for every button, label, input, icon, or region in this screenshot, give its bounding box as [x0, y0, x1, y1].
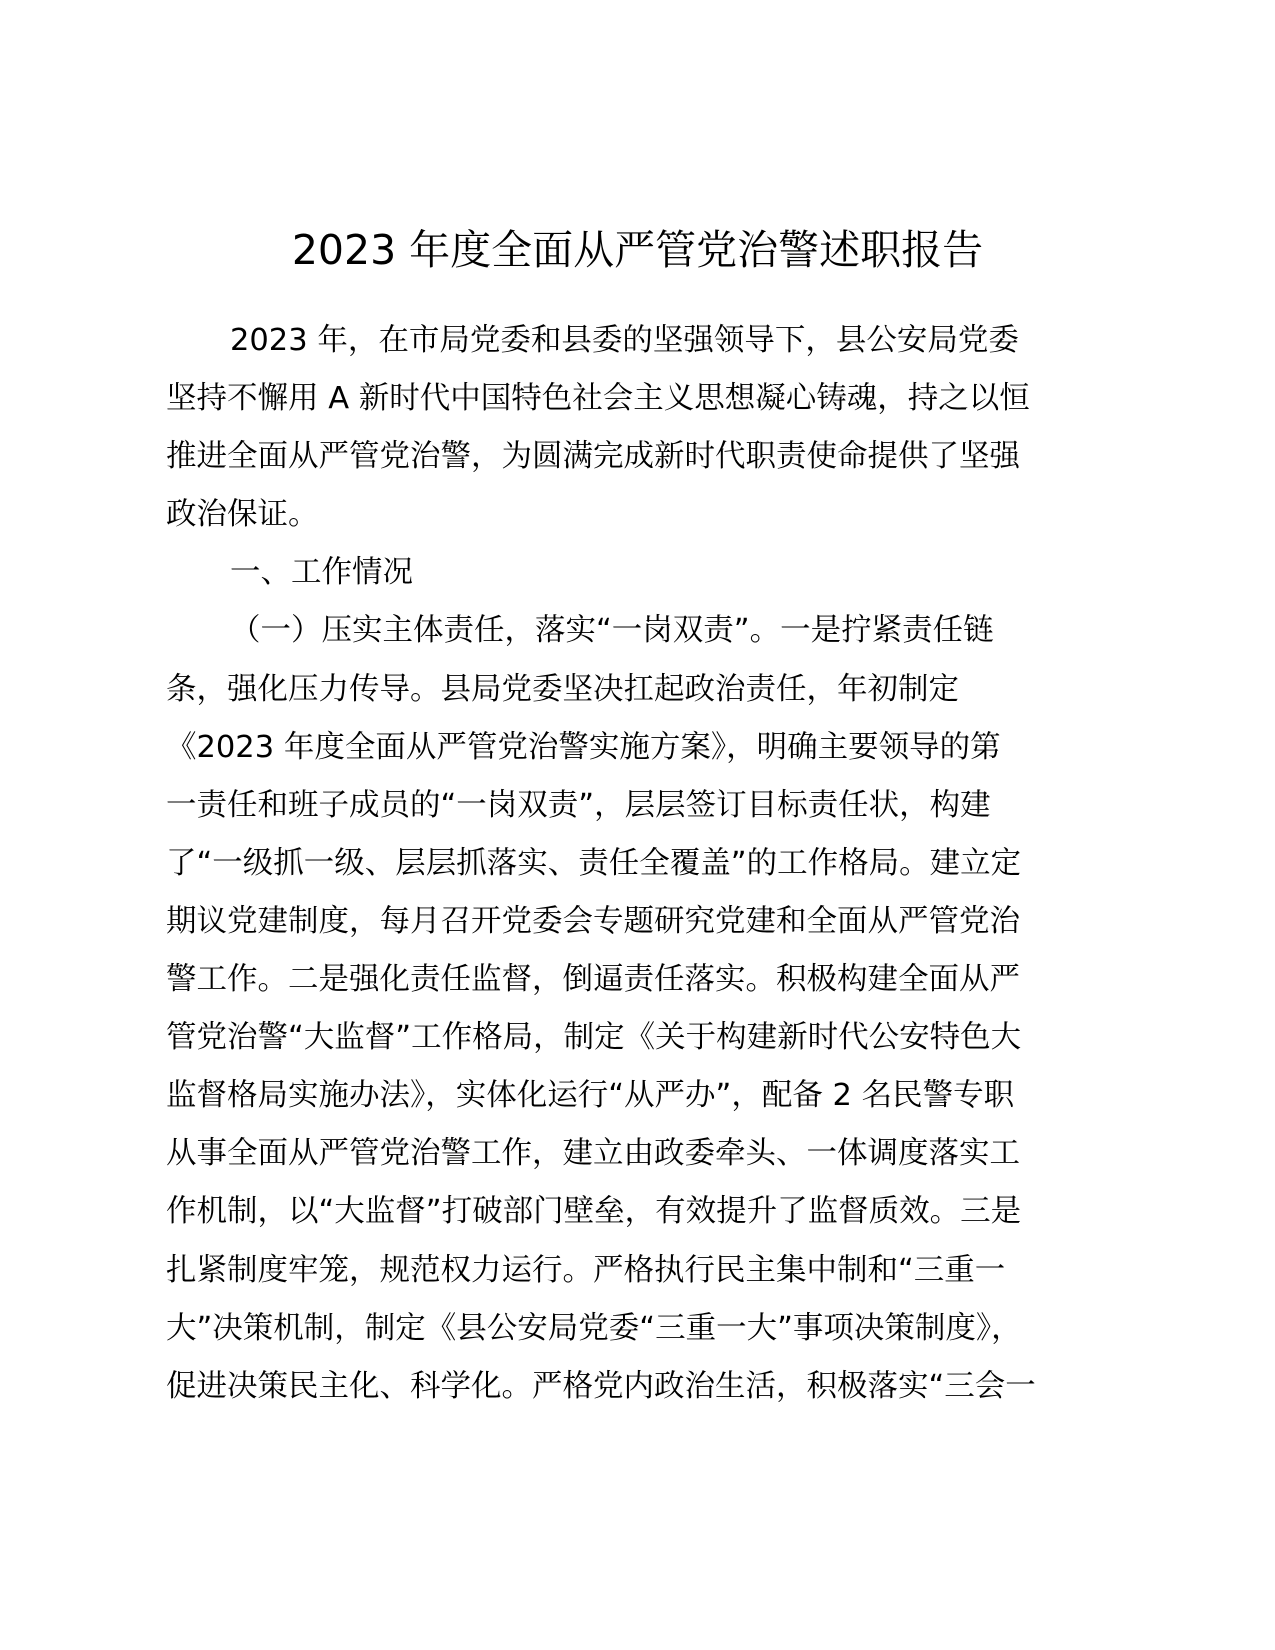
document-title: 2023 年度全面从严管党治警述职报告 — [291, 226, 984, 274]
body-line-16: 作机制，以“大监督”打破部门壁垒，有效提升了监督质效。三是 — [166, 1194, 1022, 1230]
body-line-9: 一责任和班子成员的“一岗双责”，层层签订目标责任状，构建 — [166, 787, 991, 823]
body-line-1: 2023 年，在市局党委和县委的坚强领导下，县公安局党委 — [230, 323, 1019, 358]
body-line-18: 大”决策机制，制定《县公安局党委“三重一大”事项决策制度》， — [166, 1310, 1022, 1346]
body-line-15: 从事全面从严管党治警工作，建立由政委牵头、一体调度落实工 — [166, 1136, 1020, 1172]
body-line-13: 管党治警“大监督”工作格局，制定《关于构建新时代公安特色大 — [166, 1020, 1022, 1056]
body-line-10: 了“一级抓一级、层层抓落实、责任全覆盖”的工作格局。建立定 — [166, 845, 1022, 881]
body-line-3: 推进全面从严管党治警，为圆满完成新时代职责使命提供了坚强 — [166, 439, 1020, 475]
body-line-2: 坚持不懈用 A 新时代中国特色社会主义思想凝心铸魂，持之以恒 — [166, 381, 1030, 417]
body-line-14: 监督格局实施办法》，实体化运行“从严办”，配备 2 名民警专职 — [166, 1078, 1015, 1114]
section-heading: 一、工作情况 — [230, 555, 413, 591]
body-line-11: 期议党建制度，每月召开党委会专题研究党建和全面从严管党治 — [166, 903, 1020, 939]
body-line-6: （一）压实主体责任，落实“一岗双责”。一是拧紧责任链 — [230, 613, 994, 649]
document-body — [166, 312, 1126, 1416]
body-line-12: 警工作。二是强化责任监督，倒逼责任落实。积极构建全面从严 — [166, 962, 1020, 998]
body-line-19: 促进决策民主化、科学化。严格党内政治生活，积极落实“三会一 — [166, 1368, 1036, 1404]
body-line-4: 政治保证。 — [166, 497, 319, 533]
body-line-17: 扎紧制度牢笼，规范权力运行。严格执行民主集中制和“三重一 — [166, 1252, 1006, 1288]
body-line-8: 《2023 年度全面从严管党治警实施方案》，明确主要领导的第 — [166, 729, 1001, 765]
body-line-7: 条，强化压力传导。县局党委坚决扛起政治责任，年初制定 — [166, 671, 959, 707]
